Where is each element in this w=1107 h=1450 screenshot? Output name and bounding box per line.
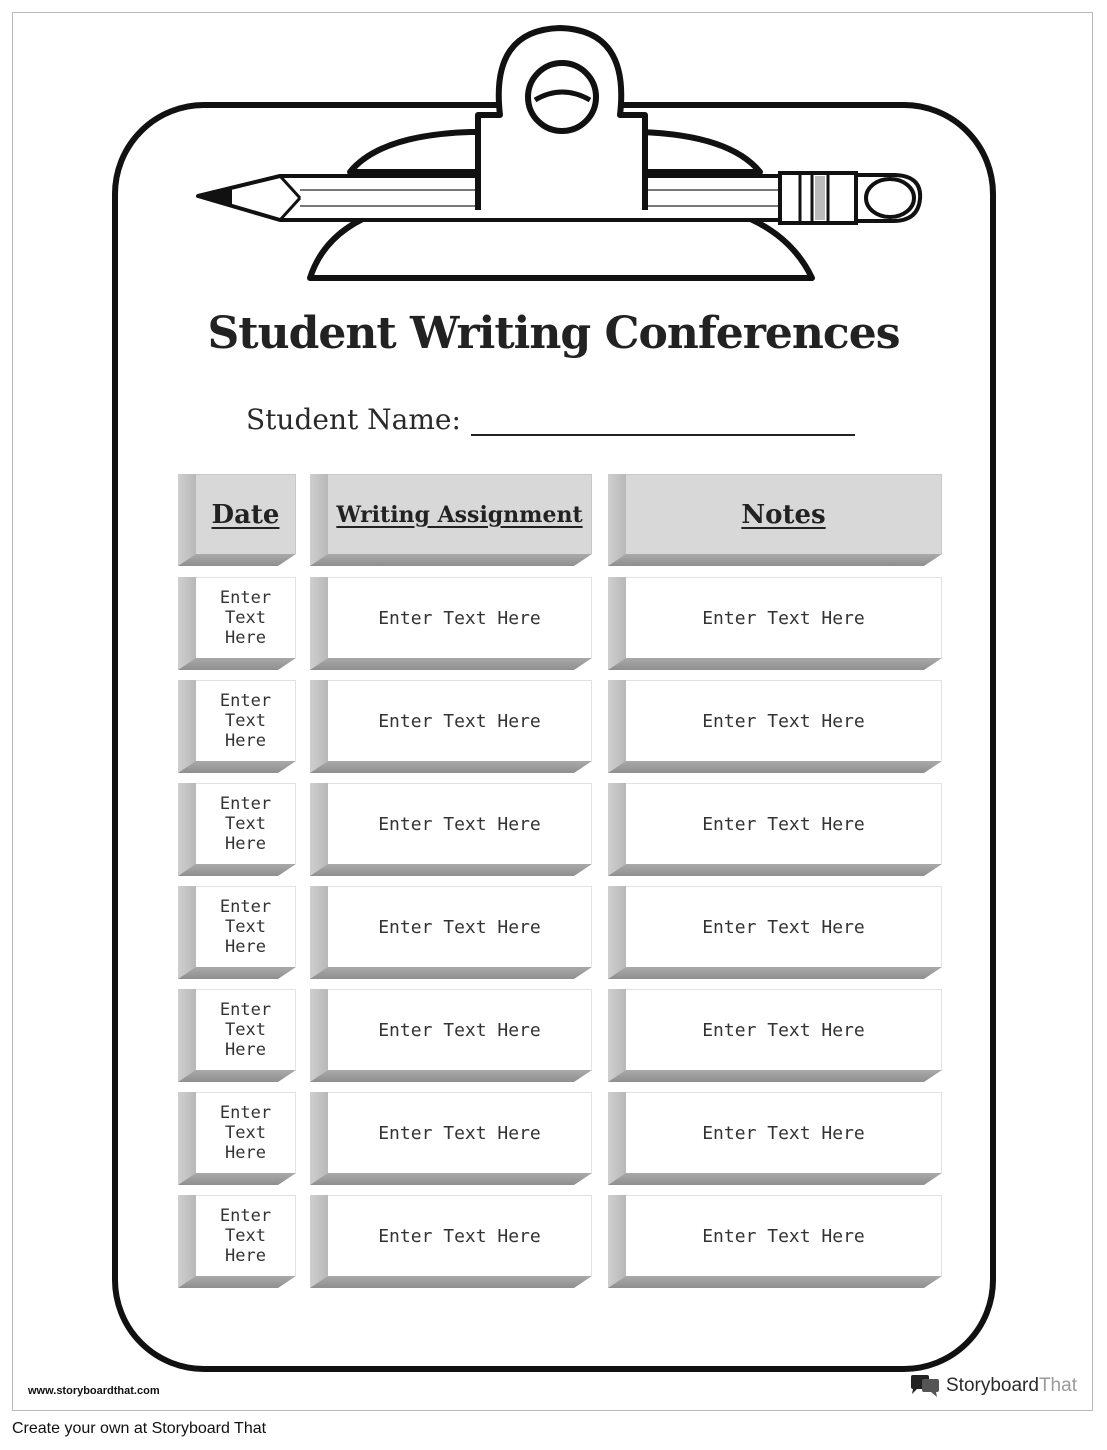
cell-bevel-bottom (310, 761, 592, 773)
cell-assignment-row-2[interactable] (310, 680, 592, 773)
cell-bevel-side (310, 1195, 328, 1288)
cell-notes-row-1[interactable] (608, 577, 942, 670)
cell-assignment-row-7[interactable] (310, 1195, 592, 1288)
cell-notes-row-5[interactable] (608, 989, 942, 1082)
cell-bevel-bottom (310, 1276, 592, 1288)
cell-bevel-bottom (310, 864, 592, 876)
footer-url[interactable]: www.storyboardthat.com (28, 1385, 160, 1397)
cell-bevel-bottom (310, 658, 592, 670)
cell-text: Enter Text Here (196, 989, 296, 1070)
cell-bevel-bottom (608, 967, 942, 979)
cell-notes-row-3[interactable] (608, 783, 942, 876)
cell-bevel-bottom (608, 761, 942, 773)
cell-assignment-row-3[interactable] (310, 783, 592, 876)
cell-bevel-bottom (178, 761, 296, 773)
cell-bevel-bottom (310, 1070, 592, 1082)
cell-text: Enter Text Here (196, 680, 296, 761)
cell-text: Enter Text Here (328, 1092, 592, 1173)
page-title: Student Writing Conferences (207, 308, 900, 359)
cell-text: Enter Text Here (626, 1195, 942, 1276)
cell-bevel-bottom (178, 1276, 296, 1288)
cell-date-row-2[interactable] (178, 680, 296, 773)
cell-text: Enter Text Here (196, 783, 296, 864)
cell-bevel-side (608, 886, 626, 979)
cell-bevel-side (608, 680, 626, 773)
cell-date-row-6[interactable] (178, 1092, 296, 1185)
cell-bevel-side (178, 783, 196, 876)
cell-assignment-row-5[interactable] (310, 989, 592, 1082)
cell-text: Enter Text Here (626, 680, 942, 761)
cell-bevel-bottom (310, 554, 592, 566)
footer-caption[interactable]: Create your own at Storyboard That (12, 1420, 267, 1437)
cell-text: Enter Text Here (196, 1195, 296, 1276)
speech-bubble-icon (909, 1374, 941, 1398)
cell-date-row-1[interactable] (178, 577, 296, 670)
cell-bevel-bottom (178, 864, 296, 876)
cell-bevel-side (178, 577, 196, 670)
cell-bevel-side (608, 577, 626, 670)
cell-bevel-side (310, 474, 328, 566)
cell-bevel-side (310, 783, 328, 876)
cell-bevel-bottom (178, 554, 296, 566)
cell-bevel-bottom (310, 1173, 592, 1185)
cell-text: Enter Text Here (626, 783, 942, 864)
cell-text: Enter Text Here (328, 1195, 592, 1276)
storyboardthat-logo[interactable] (909, 1374, 1077, 1398)
cell-text: Enter Text Here (626, 886, 942, 967)
cell-assignment-row-4[interactable] (310, 886, 592, 979)
cell-bevel-side (608, 1092, 626, 1185)
cell-bevel-side (608, 989, 626, 1082)
cell-bevel-side (178, 989, 196, 1082)
cell-bevel-side (178, 680, 196, 773)
cell-bevel-side (310, 989, 328, 1082)
header-label: Date (196, 474, 296, 554)
header-assignment (310, 474, 592, 566)
header-date (178, 474, 296, 566)
cell-text: Enter Text Here (328, 680, 592, 761)
header-notes (608, 474, 942, 566)
cell-bevel-bottom (608, 554, 942, 566)
student-name-line[interactable] (471, 406, 855, 436)
cell-text: Enter Text Here (328, 783, 592, 864)
cell-bevel-side (178, 886, 196, 979)
cell-bevel-bottom (178, 967, 296, 979)
cell-text: Enter Text Here (626, 989, 942, 1070)
cell-bevel-side (310, 577, 328, 670)
cell-bevel-bottom (608, 1070, 942, 1082)
cell-bevel-bottom (608, 1276, 942, 1288)
cell-text: Enter Text Here (196, 1092, 296, 1173)
cell-text: Enter Text Here (196, 886, 296, 967)
cell-bevel-bottom (178, 1173, 296, 1185)
cell-bevel-bottom (310, 967, 592, 979)
cell-text: Enter Text Here (328, 886, 592, 967)
cell-text: Enter Text Here (196, 577, 296, 658)
cell-date-row-3[interactable] (178, 783, 296, 876)
cell-bevel-bottom (608, 1173, 942, 1185)
cell-text: Enter Text Here (626, 577, 942, 658)
cell-bevel-side (178, 1092, 196, 1185)
cell-bevel-side (178, 474, 196, 566)
cell-assignment-row-1[interactable] (310, 577, 592, 670)
cell-text: Enter Text Here (328, 989, 592, 1070)
cell-notes-row-4[interactable] (608, 886, 942, 979)
cell-date-row-5[interactable] (178, 989, 296, 1082)
cell-notes-row-6[interactable] (608, 1092, 942, 1185)
cell-bevel-bottom (178, 1070, 296, 1082)
cell-notes-row-7[interactable] (608, 1195, 942, 1288)
cell-date-row-7[interactable] (178, 1195, 296, 1288)
cell-bevel-side (310, 680, 328, 773)
brand-bold: Storyboard (946, 1375, 1039, 1396)
cell-assignment-row-6[interactable] (310, 1092, 592, 1185)
brand-light: That (1038, 1375, 1077, 1396)
cell-bevel-bottom (608, 658, 942, 670)
clipboard-clip-icon (0, 0, 1107, 300)
cell-bevel-side (310, 886, 328, 979)
cell-text: Enter Text Here (626, 1092, 942, 1173)
cell-bevel-side (608, 474, 626, 566)
header-label: Notes (626, 474, 942, 554)
cell-bevel-side (178, 1195, 196, 1288)
student-name-field[interactable] (246, 403, 855, 436)
cell-bevel-side (310, 1092, 328, 1185)
cell-text: Enter Text Here (328, 577, 592, 658)
cell-date-row-4[interactable] (178, 886, 296, 979)
cell-bevel-bottom (608, 864, 942, 876)
header-label: Writing Assignment (328, 474, 592, 554)
cell-notes-row-2[interactable] (608, 680, 942, 773)
student-name-label: Student Name: (246, 403, 461, 436)
cell-bevel-side (608, 783, 626, 876)
cell-bevel-bottom (178, 658, 296, 670)
cell-bevel-side (608, 1195, 626, 1288)
